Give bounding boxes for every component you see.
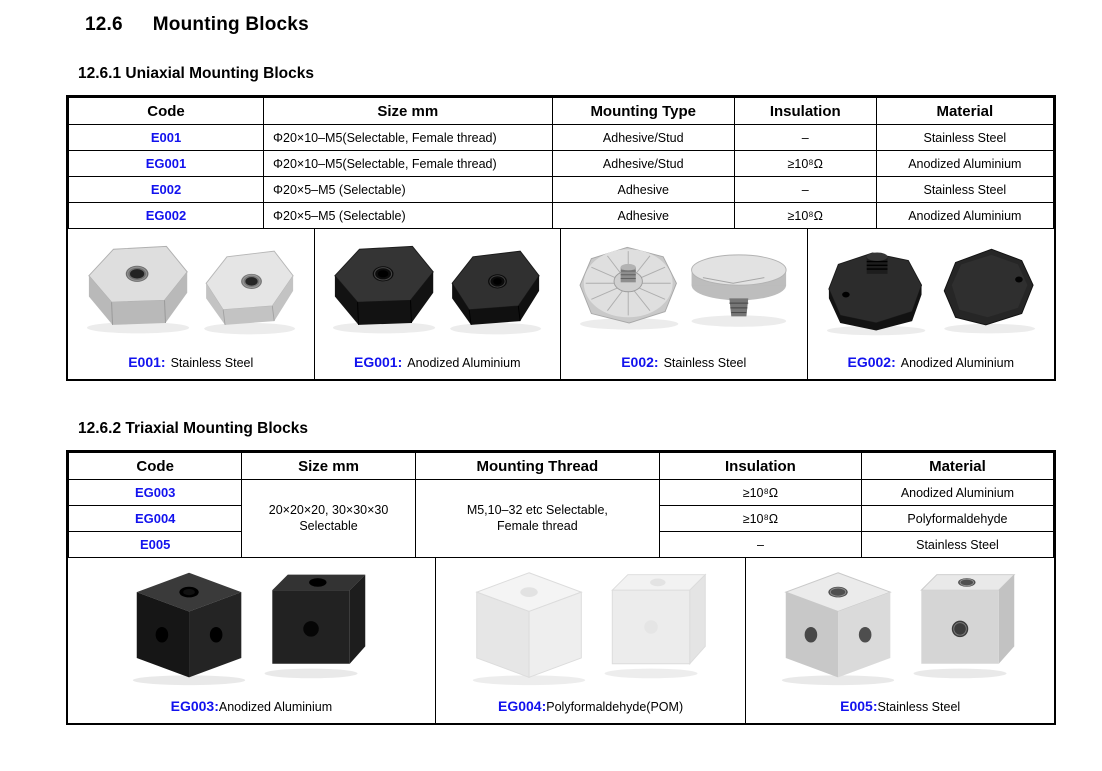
table-row <box>69 125 1054 151</box>
column-header-code: Code <box>69 98 264 125</box>
caption-code: E005: <box>840 698 878 714</box>
caption-code: EG001: <box>353 354 403 370</box>
photo-cell-eg002 <box>808 229 1055 379</box>
cell-material: Anodized Aluminium <box>876 151 1053 177</box>
table-row <box>69 151 1054 177</box>
triaxial-data-table <box>68 452 1054 558</box>
photo-cell-e002 <box>561 229 808 379</box>
cell-material: Anodized Aluminium <box>876 203 1053 229</box>
column-header-size: Size mm <box>242 453 415 480</box>
cell-mounting: Adhesive/Stud <box>552 125 734 151</box>
column-header-mounting-type: Mounting Type <box>552 98 734 125</box>
eg001-product-photo <box>321 236 553 340</box>
cell-insulation: ≥10⁸Ω <box>659 506 861 532</box>
photo-caption <box>621 354 746 372</box>
cell-code: E005 <box>69 532 242 558</box>
triaxial-header-row <box>69 453 1054 480</box>
column-header-size: Size mm <box>264 98 553 125</box>
cell-insulation: – <box>734 125 876 151</box>
photo-caption <box>171 698 333 716</box>
photo-cell-e001 <box>68 229 315 379</box>
e005-product-photo <box>766 565 1034 687</box>
caption-material: Stainless Steel <box>170 356 254 370</box>
uniaxial-table <box>66 95 1056 381</box>
cell-material: Stainless Steel <box>876 125 1053 151</box>
eg004-product-photo <box>457 565 725 687</box>
caption-material: Anodized Aluminium <box>218 700 333 714</box>
photo-cell-eg004 <box>436 558 747 723</box>
cell-material: Polyformaldehyde <box>861 506 1053 532</box>
caption-material: Anodized Aluminium <box>407 356 521 370</box>
cell-code: E002 <box>69 177 264 203</box>
photo-cell-eg001 <box>315 229 562 379</box>
cell-code: EG004 <box>69 506 242 532</box>
cell-size: Φ20×5–M5 (Selectable) <box>264 177 553 203</box>
size-line1: 20×20×20, 30×30×30 <box>268 502 389 517</box>
triaxial-photo-row <box>68 558 1054 723</box>
catalog-page <box>0 14 1102 771</box>
table-row <box>69 177 1054 203</box>
page-title <box>85 14 1102 36</box>
cell-material: Anodized Aluminium <box>861 480 1053 506</box>
photo-caption <box>354 354 521 372</box>
cell-insulation: – <box>659 532 861 558</box>
uniaxial-heading: 12.6.1 Uniaxial Mounting Blocks <box>78 65 315 82</box>
cell-size: Φ20×10–M5(Selectable, Female thread) <box>264 151 553 177</box>
cell-code: E001 <box>69 125 264 151</box>
cell-insulation: ≥10⁸Ω <box>659 480 861 506</box>
uniaxial-photo-row <box>68 229 1054 379</box>
photo-caption <box>840 698 960 716</box>
caption-code: EG004: <box>498 698 547 714</box>
caption-material: Anodized Aluminium <box>900 356 1014 370</box>
cell-size-merged <box>242 480 415 558</box>
column-header-insulation: Insulation <box>659 453 861 480</box>
caption-code: EG002: <box>847 354 896 370</box>
photo-caption <box>498 698 683 716</box>
thread-line1: M5,10–32 etc Selectable, <box>466 502 608 517</box>
column-header-material: Material <box>876 98 1053 125</box>
cell-insulation: ≥10⁸Ω <box>734 151 876 177</box>
cell-material: Stainless Steel <box>876 177 1053 203</box>
photo-cell-e005 <box>746 558 1054 723</box>
photo-cell-eg003 <box>68 558 436 723</box>
cell-code: EG001 <box>69 151 264 177</box>
size-line2: Selectable <box>299 518 358 533</box>
cell-code: EG003 <box>69 480 242 506</box>
column-header-mounting-thread: Mounting Thread <box>415 453 659 480</box>
caption-material: Stainless Steel <box>663 356 747 370</box>
cell-size: Φ20×10–M5(Selectable, Female thread) <box>264 125 553 151</box>
table-row <box>69 480 1054 506</box>
caption-material: Stainless Steel <box>877 700 961 714</box>
eg003-product-photo <box>117 565 385 687</box>
caption-code: E001: <box>128 354 166 370</box>
e002-product-photo <box>568 236 800 340</box>
cell-code: EG002 <box>69 203 264 229</box>
e001-product-photo <box>75 236 307 340</box>
cell-insulation: – <box>734 177 876 203</box>
uniaxial-header-row <box>69 98 1054 125</box>
section-title: Mounting Blocks <box>152 14 309 35</box>
cell-thread-merged <box>415 480 659 558</box>
triaxial-heading: 12.6.2 Triaxial Mounting Blocks <box>78 420 308 437</box>
cell-mounting: Adhesive <box>552 177 734 203</box>
uniaxial-data-table <box>68 97 1054 229</box>
caption-material: Polyformaldehyde(POM) <box>546 700 684 714</box>
photo-caption <box>847 354 1014 372</box>
thread-line2: Female thread <box>497 518 578 533</box>
caption-code: EG003: <box>170 698 219 714</box>
cell-mounting: Adhesive/Stud <box>552 151 734 177</box>
column-header-material: Material <box>861 453 1053 480</box>
section-number: 12.6 <box>85 14 123 35</box>
cell-mounting: Adhesive <box>552 203 734 229</box>
cell-insulation: ≥10⁸Ω <box>734 203 876 229</box>
column-header-code: Code <box>69 453 242 480</box>
triaxial-table <box>66 450 1056 725</box>
cell-size: Φ20×5–M5 (Selectable) <box>264 203 553 229</box>
photo-caption <box>128 354 253 372</box>
eg002-product-photo <box>815 236 1047 340</box>
column-header-insulation: Insulation <box>734 98 876 125</box>
table-row <box>69 203 1054 229</box>
cell-material: Stainless Steel <box>861 532 1053 558</box>
caption-code: E002: <box>621 354 659 370</box>
